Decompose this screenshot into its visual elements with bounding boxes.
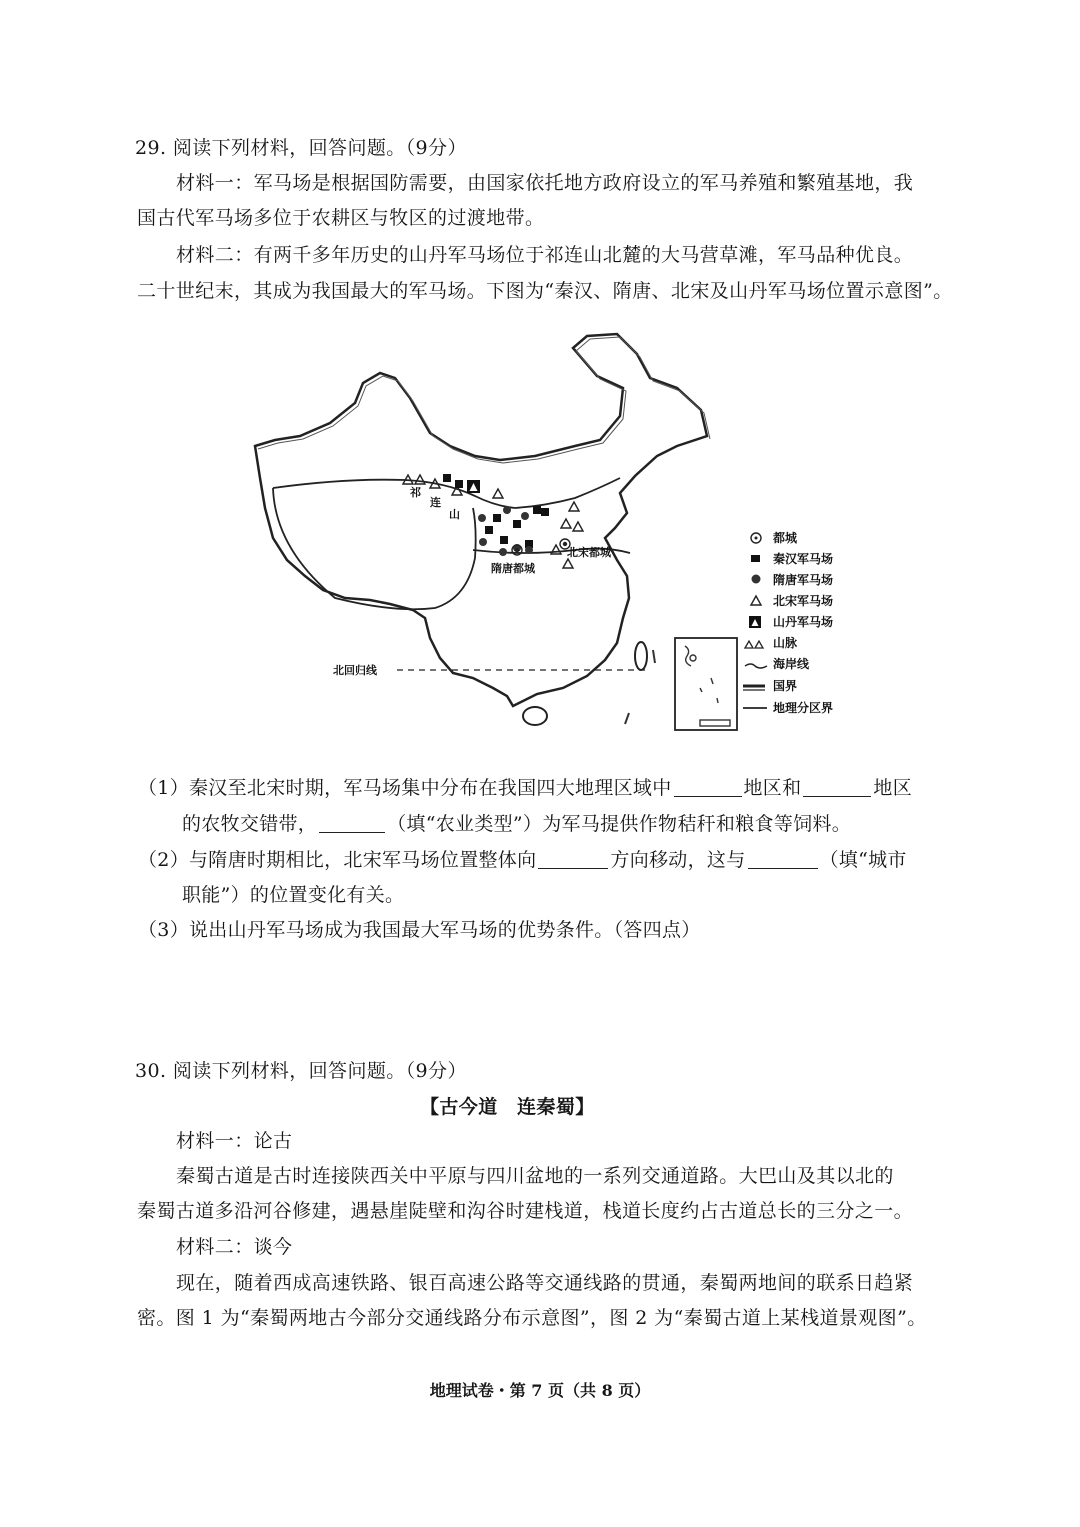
q29-material2-line2: 二十世纪末，其成为我国最大的军马场。下图为“秦汉、隋唐、北宋及山丹军马场位置示意图”。 bbox=[137, 280, 953, 302]
qilian-label-2: 连 bbox=[430, 496, 441, 509]
legend-coastline: 海岸线 bbox=[773, 657, 810, 671]
legend-beisong: 北宋军马场 bbox=[773, 594, 834, 608]
answer-blank[interactable] bbox=[803, 776, 871, 797]
q29-sub1-text-a: （1）秦汉至北宋时期，军马场集中分布在我国四大地理区域中 bbox=[138, 777, 672, 799]
division-boundary-qinghai-tibet bbox=[273, 488, 476, 609]
q30-heading: 30. 阅读下列材料，回答问题。（9分） bbox=[135, 1060, 467, 1082]
legend-mountain: 山脉 bbox=[773, 636, 798, 650]
qilian-label-3: 山 bbox=[449, 508, 460, 521]
q29-sub1-text-e: （填“农业类型”）为军马提供作物秸秆和粮食等饲料。 bbox=[387, 813, 852, 835]
qilian-label-1: 祁 bbox=[410, 486, 421, 499]
answer-blank[interactable] bbox=[748, 848, 818, 869]
q29-material1-line2: 国古代军马场多位于农耕区与牧区的过渡地带。 bbox=[137, 207, 545, 229]
q29-sub1-line2 bbox=[182, 810, 851, 838]
legend-qinhan: 秦汉军马场 bbox=[773, 552, 834, 566]
q29-sub2-text-c: （填“城市 bbox=[819, 849, 907, 871]
shandan-horse-farm-marker bbox=[467, 480, 480, 493]
q30-material1-line1: 秦蜀古道是古时连接陕西关中平原与四川盆地的一系列交通道路。大巴山及其以北的 bbox=[176, 1165, 894, 1187]
answer-blank[interactable] bbox=[319, 812, 385, 833]
map-legend bbox=[743, 530, 833, 715]
q30-material2-label: 材料二：谈今 bbox=[176, 1236, 293, 1258]
q30-material1-line2: 秦蜀古道多沿河谷修建，遇悬崖陡壁和沟谷时建栈道，栈道长度约占古道总长的三分之一。 bbox=[137, 1200, 914, 1222]
q29-heading: 29. 阅读下列材料，回答问题。（9分） bbox=[135, 137, 467, 159]
q29-sub2-line2: 职能”）的位置变化有关。 bbox=[182, 884, 405, 906]
legend-suitang: 隋唐军马场 bbox=[773, 573, 834, 587]
legend-shandan: 山丹军马场 bbox=[773, 615, 834, 629]
tropic-label: 北回归线 bbox=[333, 664, 377, 677]
q29-sub2-text-a: （2）与隋唐时期相比，北宋军马场位置整体向 bbox=[138, 849, 537, 871]
q30-title: 【古今道 连秦蜀】 bbox=[420, 1096, 595, 1118]
q29-material2-line1: 材料二：有两千多年历史的山丹军马场位于祁连山北麓的大马营草滩，军马品种优良。 bbox=[176, 244, 914, 266]
beisong-capital-label: 北宋都城 bbox=[567, 546, 611, 559]
suitang-capital-label: 隋唐都城 bbox=[491, 562, 535, 575]
junmachang-location-map bbox=[245, 328, 865, 748]
legend-capital: 都城 bbox=[773, 531, 798, 545]
q29-sub1-text-b: 地区和 bbox=[743, 777, 802, 799]
q29-sub1-text-d: 的农牧交错带， bbox=[182, 813, 318, 835]
q29-material1-line1: 材料一：军马场是根据国防需要，由国家依托地方政府设立的军马养殖和繁殖基地，我 bbox=[176, 172, 914, 194]
q29-sub3: （3）说出山丹军马场成为我国最大军马场的优势条件。（答四点） bbox=[138, 919, 701, 941]
hainan-island bbox=[523, 707, 547, 725]
answer-blank[interactable] bbox=[674, 776, 742, 797]
q30-material1-label: 材料一：论古 bbox=[176, 1130, 293, 1152]
south-china-sea-inset bbox=[675, 638, 737, 730]
legend-border: 国界 bbox=[773, 679, 798, 693]
q29-sub1-line1 bbox=[138, 774, 912, 802]
taiwan-island bbox=[635, 642, 647, 670]
q30-material2-line1: 现在，随着西成高速铁路、银百高速公路等交通线路的贯通，秦蜀两地间的联系日趋紧 bbox=[176, 1272, 914, 1294]
q29-sub2-text-b: 方向移动，这与 bbox=[610, 849, 746, 871]
q29-sub1-text-c: 地区 bbox=[873, 777, 913, 799]
division-boundary-north-northwest bbox=[515, 478, 620, 508]
answer-blank[interactable] bbox=[538, 848, 608, 869]
q30-material2-line2: 密。图 1 为“秦蜀两地古今部分交通线路分布示意图”，图 2 为“秦蜀古道上某栈道景观图”。 bbox=[137, 1307, 927, 1329]
page-footer: 地理试卷・第 7 页（共 8 页） bbox=[429, 1381, 651, 1400]
q29-sub2-line1 bbox=[138, 846, 907, 874]
legend-division: 地理分区界 bbox=[773, 701, 834, 715]
